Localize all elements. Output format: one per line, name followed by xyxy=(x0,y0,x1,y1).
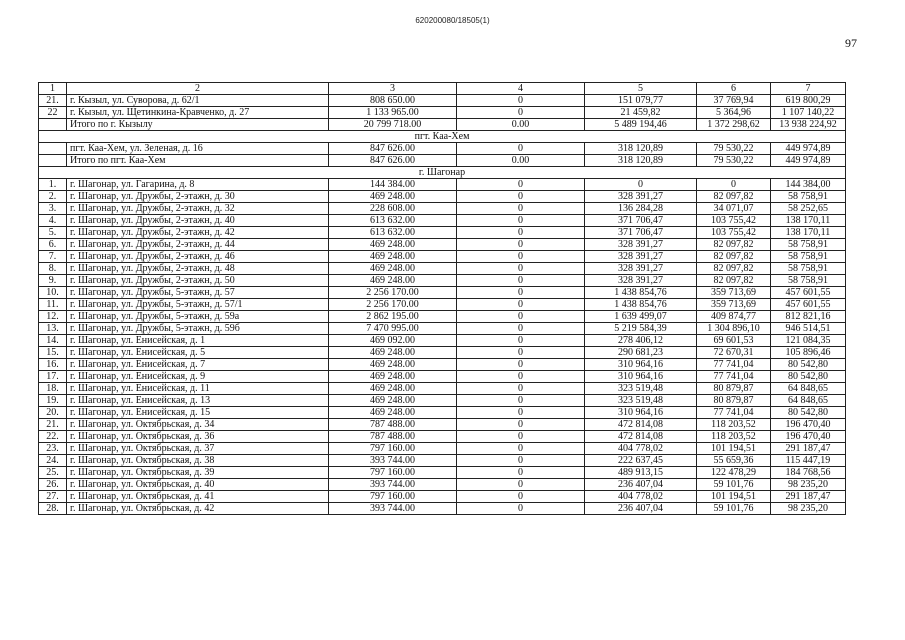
value-cell: 393 744.00 xyxy=(329,455,457,467)
value-cell: 1 107 140,22 xyxy=(771,107,846,119)
value-cell: 58 758,91 xyxy=(771,275,846,287)
value-cell: 0 xyxy=(457,299,585,311)
table-row xyxy=(39,407,846,419)
row-number: 20. xyxy=(39,407,67,419)
address-cell: Итого по г. Кызылу xyxy=(67,119,329,131)
value-cell: 98 235,20 xyxy=(771,479,846,491)
table-row xyxy=(39,215,846,227)
address-cell: г. Шагонар, ул. Октябрьская, д. 36 xyxy=(67,431,329,443)
row-number: 22 xyxy=(39,107,67,119)
value-cell: 82 097,82 xyxy=(697,239,771,251)
value-cell: 118 203,52 xyxy=(697,431,771,443)
header-cell: 1 xyxy=(39,83,67,95)
value-cell: 77 741,04 xyxy=(697,359,771,371)
address-cell: г. Шагонар, ул. Дружбы, 2-этажн, д. 42 xyxy=(67,227,329,239)
address-cell: г. Шагонар, ул. Дружбы, 2-этажн, д. 50 xyxy=(67,275,329,287)
address-cell: пгт. Каа-Хем, ул. Зеленая, д. 16 xyxy=(67,143,329,155)
value-cell: 2 256 170.00 xyxy=(329,299,457,311)
value-cell: 0 xyxy=(457,251,585,263)
table-row xyxy=(39,371,846,383)
value-cell: 64 848,65 xyxy=(771,383,846,395)
table-row xyxy=(39,311,846,323)
table-row xyxy=(39,431,846,443)
address-cell: г. Шагонар, ул. Дружбы, 5-этажн, д. 57/1 xyxy=(67,299,329,311)
table-row xyxy=(39,503,846,515)
row-number: 26. xyxy=(39,479,67,491)
table-row xyxy=(39,455,846,467)
address-cell: г. Шагонар, ул. Енисейская, д. 13 xyxy=(67,395,329,407)
value-cell: 151 079,77 xyxy=(585,95,697,107)
value-cell: 103 755,42 xyxy=(697,227,771,239)
value-cell: 58 758,91 xyxy=(771,239,846,251)
value-cell: 2 256 170.00 xyxy=(329,287,457,299)
value-cell: 20 799 718.00 xyxy=(329,119,457,131)
value-cell: 118 203,52 xyxy=(697,419,771,431)
address-cell: г. Шагонар, ул. Енисейская, д. 15 xyxy=(67,407,329,419)
value-cell: 469 248.00 xyxy=(329,263,457,275)
value-cell: 359 713,69 xyxy=(697,287,771,299)
row-number xyxy=(39,143,67,155)
row-number: 21. xyxy=(39,95,67,107)
value-cell: 5 489 194,46 xyxy=(585,119,697,131)
data-table xyxy=(38,82,846,515)
row-number xyxy=(39,155,67,167)
row-number: 5. xyxy=(39,227,67,239)
value-cell: 0 xyxy=(457,419,585,431)
address-cell: г. Шагонар, ул. Енисейская, д. 5 xyxy=(67,347,329,359)
address-cell: г. Кызыл, ул. Суворова, д. 62/1 xyxy=(67,95,329,107)
value-cell: 115 447,19 xyxy=(771,455,846,467)
value-cell: 69 601,53 xyxy=(697,335,771,347)
table-row xyxy=(39,263,846,275)
value-cell: 469 248.00 xyxy=(329,251,457,263)
header-cell: 4 xyxy=(457,83,585,95)
row-number: 4. xyxy=(39,215,67,227)
value-cell: 0 xyxy=(457,395,585,407)
value-cell: 105 896,46 xyxy=(771,347,846,359)
value-cell: 797 160.00 xyxy=(329,467,457,479)
address-cell: г. Шагонар, ул. Дружбы, 2-этажн, д. 48 xyxy=(67,263,329,275)
value-cell: 0 xyxy=(457,479,585,491)
table-row xyxy=(39,239,846,251)
value-cell: 328 391,27 xyxy=(585,239,697,251)
table-row xyxy=(39,335,846,347)
address-cell: г. Шагонар, ул. Енисейская, д. 1 xyxy=(67,335,329,347)
address-cell: г. Шагонар, ул. Октябрьская, д. 41 xyxy=(67,491,329,503)
value-cell: 310 964,16 xyxy=(585,407,697,419)
value-cell: 79 530,22 xyxy=(697,155,771,167)
value-cell: 489 913,15 xyxy=(585,467,697,479)
value-cell: 236 407,04 xyxy=(585,479,697,491)
section-title: г. Шагонар xyxy=(39,167,846,179)
value-cell: 0 xyxy=(457,443,585,455)
value-cell: 0 xyxy=(457,179,585,191)
value-cell: 469 248.00 xyxy=(329,407,457,419)
value-cell: 797 160.00 xyxy=(329,491,457,503)
value-cell: 228 608.00 xyxy=(329,203,457,215)
row-number: 18. xyxy=(39,383,67,395)
address-cell: г. Кызыл, ул. Щетинкина-Кравченко, д. 27 xyxy=(67,107,329,119)
value-cell: 121 084,35 xyxy=(771,335,846,347)
value-cell: 318 120,89 xyxy=(585,155,697,167)
value-cell: 0 xyxy=(457,455,585,467)
value-cell: 0 xyxy=(457,467,585,479)
value-cell: 812 821,16 xyxy=(771,311,846,323)
value-cell: 946 514,51 xyxy=(771,323,846,335)
value-cell: 1 438 854,76 xyxy=(585,287,697,299)
value-cell: 469 248.00 xyxy=(329,395,457,407)
address-cell: г. Шагонар, ул. Октябрьская, д. 37 xyxy=(67,443,329,455)
value-cell: 77 741,04 xyxy=(697,371,771,383)
row-number: 9. xyxy=(39,275,67,287)
address-cell: г. Шагонар, ул. Дружбы, 2-этажн, д. 40 xyxy=(67,215,329,227)
table-row xyxy=(39,443,846,455)
row-number: 21. xyxy=(39,419,67,431)
table-row xyxy=(39,479,846,491)
value-cell: 1 304 896,10 xyxy=(697,323,771,335)
value-cell: 787 488.00 xyxy=(329,431,457,443)
table-row xyxy=(39,275,846,287)
value-cell: 58 758,91 xyxy=(771,191,846,203)
value-cell: 122 478,29 xyxy=(697,467,771,479)
value-cell: 291 187,47 xyxy=(771,491,846,503)
value-cell: 64 848,65 xyxy=(771,395,846,407)
value-cell: 0 xyxy=(585,179,697,191)
value-cell: 323 519,48 xyxy=(585,395,697,407)
row-number: 15. xyxy=(39,347,67,359)
value-cell: 393 744.00 xyxy=(329,479,457,491)
value-cell: 290 681,23 xyxy=(585,347,697,359)
value-cell: 236 407,04 xyxy=(585,503,697,515)
address-cell: г. Шагонар, ул. Дружбы, 2-этажн, д. 32 xyxy=(67,203,329,215)
value-cell: 1 639 499,07 xyxy=(585,311,697,323)
value-cell: 58 252,65 xyxy=(771,203,846,215)
table-row xyxy=(39,383,846,395)
value-cell: 469 248.00 xyxy=(329,383,457,395)
section-row xyxy=(39,167,846,179)
address-cell: г. Шагонар, ул. Дружбы, 5-этажн, д. 59б xyxy=(67,323,329,335)
value-cell: 310 964,16 xyxy=(585,359,697,371)
value-cell: 0 xyxy=(457,191,585,203)
value-cell: 0 xyxy=(457,263,585,275)
value-cell: 144 384.00 xyxy=(329,179,457,191)
value-cell: 0 xyxy=(457,359,585,371)
row-number: 14. xyxy=(39,335,67,347)
row-number: 23. xyxy=(39,443,67,455)
value-cell: 404 778,02 xyxy=(585,443,697,455)
value-cell: 2 862 195.00 xyxy=(329,311,457,323)
header-row xyxy=(39,83,846,95)
row-number: 28. xyxy=(39,503,67,515)
value-cell: 196 470,40 xyxy=(771,419,846,431)
table-row xyxy=(39,287,846,299)
address-cell: г. Шагонар, ул. Енисейская, д. 7 xyxy=(67,359,329,371)
value-cell: 0 xyxy=(457,143,585,155)
value-cell: 457 601,55 xyxy=(771,287,846,299)
value-cell: 0 xyxy=(457,95,585,107)
value-cell: 184 768,56 xyxy=(771,467,846,479)
address-cell: г. Шагонар, ул. Дружбы, 5-этажн, д. 57 xyxy=(67,287,329,299)
value-cell: 808 650.00 xyxy=(329,95,457,107)
value-cell: 0 xyxy=(457,275,585,287)
value-cell: 59 101,76 xyxy=(697,479,771,491)
value-cell: 7 470 995.00 xyxy=(329,323,457,335)
table-row xyxy=(39,155,846,167)
value-cell: 138 170,11 xyxy=(771,227,846,239)
row-number: 3. xyxy=(39,203,67,215)
row-number: 7. xyxy=(39,251,67,263)
value-cell: 82 097,82 xyxy=(697,275,771,287)
value-cell: 847 626.00 xyxy=(329,155,457,167)
value-cell: 472 814,08 xyxy=(585,419,697,431)
value-cell: 797 160.00 xyxy=(329,443,457,455)
value-cell: 0 xyxy=(457,407,585,419)
value-cell: 58 758,91 xyxy=(771,263,846,275)
value-cell: 404 778,02 xyxy=(585,491,697,503)
value-cell: 449 974,89 xyxy=(771,143,846,155)
table-row xyxy=(39,359,846,371)
row-number: 10. xyxy=(39,287,67,299)
value-cell: 0 xyxy=(457,215,585,227)
value-cell: 58 758,91 xyxy=(771,251,846,263)
table-row xyxy=(39,143,846,155)
address-cell: г. Шагонар, ул. Октябрьская, д. 38 xyxy=(67,455,329,467)
row-number: 13. xyxy=(39,323,67,335)
value-cell: 449 974,89 xyxy=(771,155,846,167)
table-row xyxy=(39,119,846,131)
value-cell: 318 120,89 xyxy=(585,143,697,155)
value-cell: 310 964,16 xyxy=(585,371,697,383)
row-number xyxy=(39,119,67,131)
table-row xyxy=(39,419,846,431)
value-cell: 613 632.00 xyxy=(329,227,457,239)
table-row xyxy=(39,323,846,335)
value-cell: 469 248.00 xyxy=(329,347,457,359)
address-cell: г. Шагонар, ул. Дружбы, 2-этажн, д. 46 xyxy=(67,251,329,263)
header-cell: 3 xyxy=(329,83,457,95)
value-cell: 613 632.00 xyxy=(329,215,457,227)
value-cell: 0.00 xyxy=(457,119,585,131)
value-cell: 0 xyxy=(457,287,585,299)
value-cell: 1 133 965.00 xyxy=(329,107,457,119)
row-number: 17. xyxy=(39,371,67,383)
value-cell: 101 194,51 xyxy=(697,443,771,455)
row-number: 25. xyxy=(39,467,67,479)
value-cell: 82 097,82 xyxy=(697,251,771,263)
value-cell: 0 xyxy=(697,179,771,191)
value-cell: 0 xyxy=(457,503,585,515)
value-cell: 98 235,20 xyxy=(771,503,846,515)
address-cell: г. Шагонар, ул. Октябрьская, д. 34 xyxy=(67,419,329,431)
row-number: 24. xyxy=(39,455,67,467)
row-number: 19. xyxy=(39,395,67,407)
value-cell: 0 xyxy=(457,335,585,347)
address-cell: г. Шагонар, ул. Октябрьская, д. 40 xyxy=(67,479,329,491)
value-cell: 0 xyxy=(457,107,585,119)
value-cell: 469 248.00 xyxy=(329,371,457,383)
row-number: 6. xyxy=(39,239,67,251)
value-cell: 787 488.00 xyxy=(329,419,457,431)
value-cell: 469 248.00 xyxy=(329,359,457,371)
value-cell: 80 542,80 xyxy=(771,359,846,371)
value-cell: 409 874,77 xyxy=(697,311,771,323)
value-cell: 619 800,29 xyxy=(771,95,846,107)
value-cell: 0.00 xyxy=(457,155,585,167)
value-cell: 469 248.00 xyxy=(329,191,457,203)
value-cell: 80 542,80 xyxy=(771,371,846,383)
address-cell: г. Шагонар, ул. Октябрьская, д. 42 xyxy=(67,503,329,515)
address-cell: г. Шагонар, ул. Дружбы, 2-этажн, д. 30 xyxy=(67,191,329,203)
header-cell: 5 xyxy=(585,83,697,95)
table-row xyxy=(39,299,846,311)
value-cell: 393 744.00 xyxy=(329,503,457,515)
header-cell: 2 xyxy=(67,83,329,95)
value-cell: 103 755,42 xyxy=(697,215,771,227)
value-cell: 371 706,47 xyxy=(585,227,697,239)
table-row xyxy=(39,191,846,203)
value-cell: 847 626.00 xyxy=(329,143,457,155)
row-number: 27. xyxy=(39,491,67,503)
value-cell: 79 530,22 xyxy=(697,143,771,155)
table-row xyxy=(39,467,846,479)
address-cell: г. Шагонар, ул. Октябрьская, д. 39 xyxy=(67,467,329,479)
value-cell: 82 097,82 xyxy=(697,191,771,203)
address-cell: г. Шагонар, ул. Енисейская, д. 9 xyxy=(67,371,329,383)
value-cell: 138 170,11 xyxy=(771,215,846,227)
address-cell: г. Шагонар, ул. Дружбы, 2-этажн, д. 44 xyxy=(67,239,329,251)
value-cell: 13 938 224,92 xyxy=(771,119,846,131)
address-cell: г. Шагонар, ул. Енисейская, д. 11 xyxy=(67,383,329,395)
table-row xyxy=(39,347,846,359)
value-cell: 21 459,82 xyxy=(585,107,697,119)
value-cell: 469 248.00 xyxy=(329,239,457,251)
table-row xyxy=(39,107,846,119)
value-cell: 328 391,27 xyxy=(585,191,697,203)
table-row xyxy=(39,179,846,191)
table-body xyxy=(39,83,846,515)
value-cell: 72 670,31 xyxy=(697,347,771,359)
row-number: 1. xyxy=(39,179,67,191)
address-cell: г. Шагонар, ул. Гагарина, д. 8 xyxy=(67,179,329,191)
value-cell: 82 097,82 xyxy=(697,263,771,275)
value-cell: 278 406,12 xyxy=(585,335,697,347)
value-cell: 5 219 584,39 xyxy=(585,323,697,335)
value-cell: 1 372 298,62 xyxy=(697,119,771,131)
value-cell: 371 706,47 xyxy=(585,215,697,227)
table-row xyxy=(39,251,846,263)
value-cell: 59 101,76 xyxy=(697,503,771,515)
page-number: 97 xyxy=(845,36,857,50)
table-row xyxy=(39,491,846,503)
row-number: 8. xyxy=(39,263,67,275)
value-cell: 37 769,94 xyxy=(697,95,771,107)
row-number: 12. xyxy=(39,311,67,323)
value-cell: 34 071,07 xyxy=(697,203,771,215)
value-cell: 0 xyxy=(457,491,585,503)
value-cell: 328 391,27 xyxy=(585,251,697,263)
value-cell: 136 284,28 xyxy=(585,203,697,215)
row-number: 11. xyxy=(39,299,67,311)
address-cell: г. Шагонар, ул. Дружбы, 5-этажн, д. 59а xyxy=(67,311,329,323)
value-cell: 80 879,87 xyxy=(697,383,771,395)
value-cell: 1 438 854,76 xyxy=(585,299,697,311)
value-cell: 77 741,04 xyxy=(697,407,771,419)
value-cell: 0 xyxy=(457,323,585,335)
value-cell: 328 391,27 xyxy=(585,275,697,287)
value-cell: 80 879,87 xyxy=(697,395,771,407)
value-cell: 0 xyxy=(457,383,585,395)
value-cell: 0 xyxy=(457,227,585,239)
document-id: 620200080/18505(1) xyxy=(415,16,490,25)
value-cell: 0 xyxy=(457,239,585,251)
value-cell: 359 713,69 xyxy=(697,299,771,311)
value-cell: 222 637,45 xyxy=(585,455,697,467)
value-cell: 0 xyxy=(457,311,585,323)
row-number: 2. xyxy=(39,191,67,203)
section-row xyxy=(39,131,846,143)
value-cell: 144 384,00 xyxy=(771,179,846,191)
header-cell: 7 xyxy=(771,83,846,95)
value-cell: 0 xyxy=(457,347,585,359)
address-cell: Итого по пгт. Каа-Хем xyxy=(67,155,329,167)
value-cell: 5 364,96 xyxy=(697,107,771,119)
table-row xyxy=(39,395,846,407)
value-cell: 0 xyxy=(457,371,585,383)
value-cell: 0 xyxy=(457,203,585,215)
value-cell: 323 519,48 xyxy=(585,383,697,395)
value-cell: 472 814,08 xyxy=(585,431,697,443)
row-number: 16. xyxy=(39,359,67,371)
table-row xyxy=(39,227,846,239)
value-cell: 0 xyxy=(457,431,585,443)
table-row xyxy=(39,203,846,215)
row-number: 22. xyxy=(39,431,67,443)
table-row xyxy=(39,95,846,107)
value-cell: 80 542,80 xyxy=(771,407,846,419)
value-cell: 328 391,27 xyxy=(585,263,697,275)
value-cell: 291 187,47 xyxy=(771,443,846,455)
value-cell: 55 659,36 xyxy=(697,455,771,467)
value-cell: 469 248.00 xyxy=(329,275,457,287)
value-cell: 196 470,40 xyxy=(771,431,846,443)
value-cell: 101 194,51 xyxy=(697,491,771,503)
value-cell: 469 092.00 xyxy=(329,335,457,347)
section-title: пгт. Каа-Хем xyxy=(39,131,846,143)
header-cell: 6 xyxy=(697,83,771,95)
value-cell: 457 601,55 xyxy=(771,299,846,311)
